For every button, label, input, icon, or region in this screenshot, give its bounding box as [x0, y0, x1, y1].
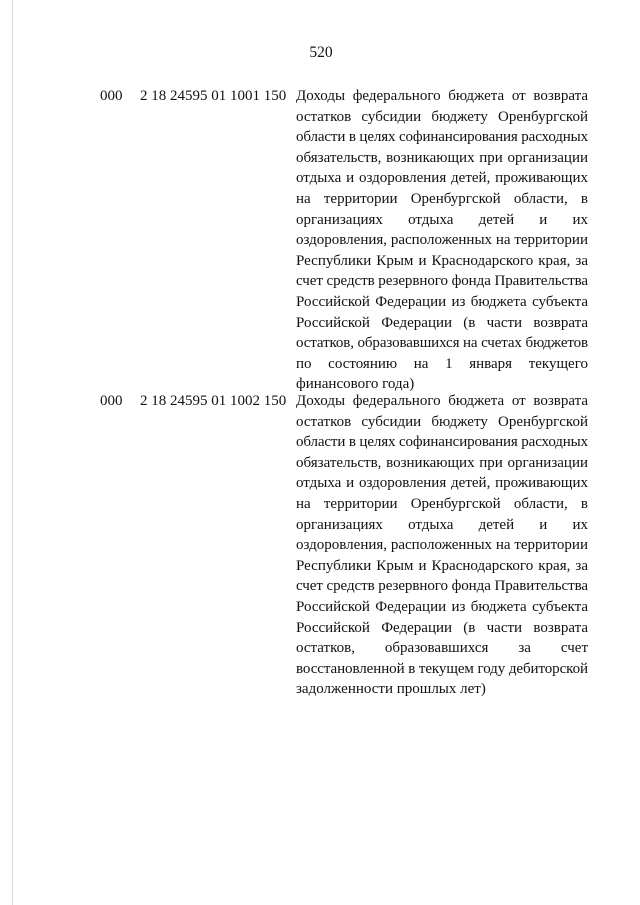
description-line: Российской Федерации из бюджета субъекта [296, 293, 588, 310]
description-line: остатков, образовавшихся на счетах бюджетов [296, 335, 588, 352]
description-line: задолженности прошлых лет) [296, 681, 486, 698]
description-line: оздоровления, расположенных на территории [296, 232, 588, 249]
description-line: остатков, образовавшихся за счет [296, 640, 588, 657]
budget-classification-code: 2 18 24595 01 1002 150 [140, 393, 287, 409]
description-line: обязательств, возникающих при организации [296, 454, 588, 471]
admin-code: 000 [100, 393, 123, 409]
description-line: организациях отдыха детей и их [296, 211, 588, 228]
description-line: Российской Федерации из бюджета субъекта [296, 598, 588, 615]
description-line: оздоровления, расположенных на территории [296, 537, 588, 554]
description-line: области в целях софинансирования расходных [296, 434, 588, 451]
income-description [296, 391, 588, 700]
description-line: по состоянию на 1 января текущего [296, 355, 588, 372]
description-line: Республики Крым и Краснодарского края, за [296, 557, 588, 574]
description-line: восстановленной в текущем году дебиторской [296, 660, 588, 677]
description-line: на территории Оренбургской области, в [296, 495, 588, 512]
description-line: Республики Крым и Краснодарского края, за [296, 252, 588, 269]
description-line: остатков субсидии бюджету Оренбургской [296, 108, 588, 125]
description-line: области в целях софинансирования расходных [296, 129, 588, 146]
description-line: отдыха и оздоровления детей, проживающих [296, 170, 588, 187]
scan-edge-line [12, 0, 13, 905]
description-line: Доходы федерального бюджета от возврата [296, 393, 588, 409]
income-description [296, 86, 588, 395]
description-line: счет средств резервного фонда Правительства [296, 273, 588, 290]
description-line: счет средств резервного фонда Правительства [296, 578, 588, 595]
description-line: Российской Федерации (в части возврата [296, 314, 588, 331]
description-line: организациях отдыха детей и их [296, 516, 588, 533]
description-line: остатков субсидии бюджету Оренбургской [296, 413, 588, 430]
budget-classification-code: 2 18 24595 01 1001 150 [140, 88, 287, 104]
description-line: на территории Оренбургской области, в [296, 190, 588, 207]
description-line: обязательств, возникающих при организации [296, 149, 588, 166]
description-line: отдыха и оздоровления детей, проживающих [296, 475, 588, 492]
page-number: 520 [309, 44, 333, 61]
admin-code: 000 [100, 88, 123, 104]
description-line: Российской Федерации (в части возврата [296, 619, 588, 636]
description-line: Доходы федерального бюджета от возврата [296, 88, 588, 104]
description-line: финансового года) [296, 376, 415, 393]
